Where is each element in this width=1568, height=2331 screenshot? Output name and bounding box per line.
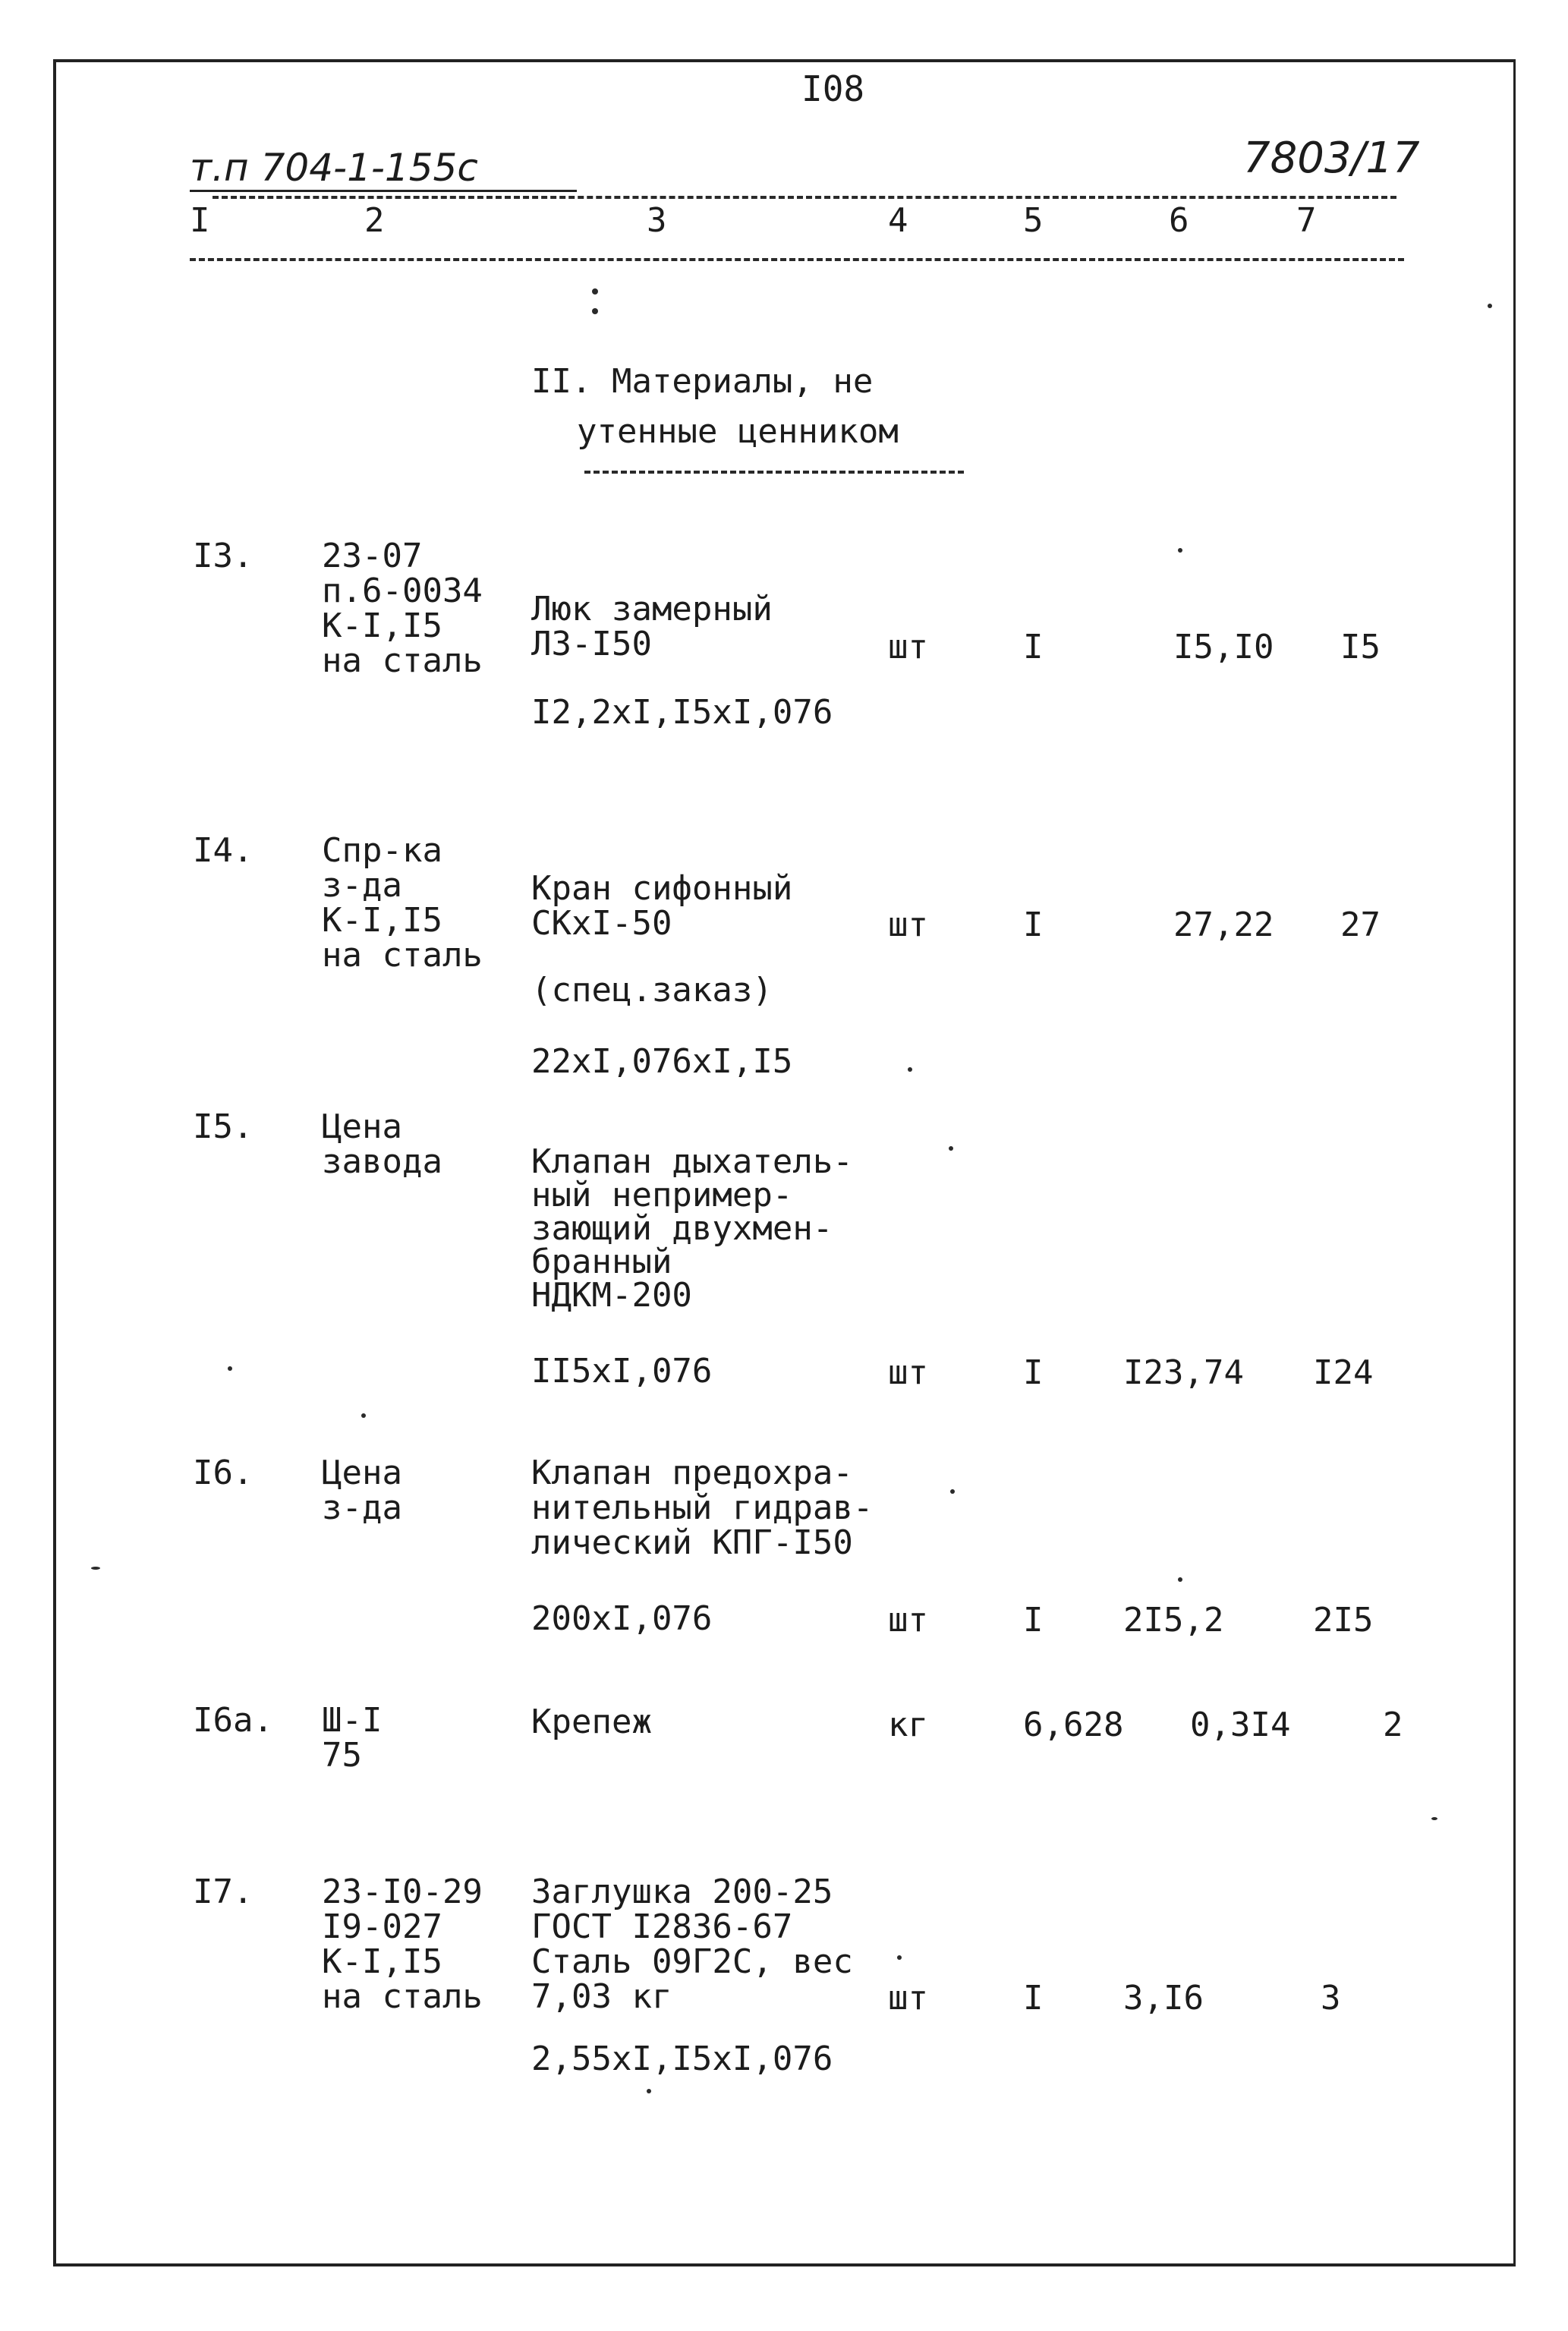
row-code: на сталь <box>322 936 483 975</box>
header-bottom-rule <box>190 258 1404 261</box>
row-formula: 200хI,076 <box>531 1599 713 1638</box>
page-number: I08 <box>801 68 865 109</box>
row-name: Клапан предохра- <box>531 1454 853 1492</box>
row-quantity: I <box>1023 1601 1044 1640</box>
row-total: 3 <box>1321 1979 1341 2018</box>
row-price: 2I5,2 <box>1123 1601 1224 1640</box>
row-price: I5,I0 <box>1173 628 1274 666</box>
row-unit: шт <box>888 1979 928 2018</box>
column-header-7: 7 <box>1296 201 1317 240</box>
row-quantity: 6,628 <box>1023 1706 1124 1744</box>
row-name: ЛЗ-I50 <box>531 625 652 663</box>
document-reference: т.п 704-1-155с <box>190 146 478 190</box>
row-name: Люк замерный <box>531 590 773 628</box>
row-code: Цена <box>322 1107 402 1146</box>
row-unit: шт <box>888 1601 928 1640</box>
row-number: I5. <box>193 1107 253 1146</box>
row-code: 23-07 <box>322 537 423 575</box>
row-code: Ш-I <box>322 1701 383 1740</box>
inventory-number: 7803/17 <box>1243 134 1420 183</box>
row-code: на сталь <box>322 641 483 680</box>
row-unit: шт <box>888 628 928 666</box>
column-header-5: 5 <box>1023 201 1044 240</box>
row-name: зающий двухмен- <box>531 1209 833 1248</box>
row-number: I6а. <box>193 1701 273 1740</box>
column-header-2: 2 <box>364 201 385 240</box>
row-code: 75 <box>322 1736 362 1775</box>
row-quantity: I <box>1023 1353 1044 1392</box>
column-header-4: 4 <box>888 201 908 240</box>
ellipsis-dot <box>592 308 598 314</box>
column-header-3: 3 <box>647 201 667 240</box>
row-code: Цена <box>322 1454 402 1492</box>
row-code: I9-027 <box>322 1907 442 1946</box>
row-unit: шт <box>888 906 928 944</box>
row-formula: II5хI,076 <box>531 1352 713 1391</box>
row-total: 2 <box>1383 1706 1403 1744</box>
scan-speck <box>361 1413 366 1418</box>
row-code: Спр-ка <box>322 831 442 870</box>
header-top-rule <box>213 196 1396 199</box>
scan-speck <box>950 1489 955 1494</box>
ellipsis-dot <box>592 288 598 295</box>
row-total: 27 <box>1340 906 1381 944</box>
column-header-6: 6 <box>1169 201 1189 240</box>
scan-speck <box>908 1067 912 1072</box>
row-name: СКхI-50 <box>531 904 672 943</box>
scan-speck <box>949 1146 953 1151</box>
row-quantity: I <box>1023 628 1044 666</box>
row-note: (спец.заказ) <box>531 971 773 1010</box>
row-number: I6. <box>193 1454 253 1492</box>
row-unit: кг <box>888 1706 928 1744</box>
row-name: Заглушка 200-25 <box>531 1873 833 1911</box>
row-price: 0,3I4 <box>1190 1706 1291 1744</box>
row-code: 23-I0-29 <box>322 1873 483 1911</box>
row-code: К-I,I5 <box>322 606 442 645</box>
row-name: бранный <box>531 1243 672 1281</box>
row-unit: шт <box>888 1353 928 1392</box>
row-name: лический КПГ-I50 <box>531 1523 853 1562</box>
row-name: нительный гидрав- <box>531 1488 874 1527</box>
row-number: I3. <box>193 537 253 575</box>
row-formula: 22хI,076хI,I5 <box>531 1042 793 1081</box>
row-price: 3,I6 <box>1123 1979 1204 2018</box>
scan-speck <box>1178 548 1182 553</box>
row-code: на сталь <box>322 1977 483 2016</box>
row-name: Клапан дыхатель- <box>531 1142 853 1181</box>
row-price: I23,74 <box>1123 1353 1244 1392</box>
row-total: I24 <box>1313 1353 1374 1392</box>
scan-speck <box>1178 1577 1182 1582</box>
section-title-line-1: II. Материалы, не <box>531 362 874 401</box>
scan-speck <box>91 1567 100 1570</box>
row-formula: 2,55хI,I5хI,076 <box>531 2040 833 2078</box>
row-code: К-I,I5 <box>322 901 442 940</box>
scan-speck <box>897 1955 902 1960</box>
row-number: I7. <box>193 1873 253 1911</box>
section-title-rule <box>584 471 964 474</box>
row-code: К-I,I5 <box>322 1942 442 1981</box>
scan-speck <box>1488 304 1492 308</box>
column-header-1: I <box>190 201 210 240</box>
reference-underline <box>190 190 577 192</box>
row-code: п.6-0034 <box>322 572 483 610</box>
scan-speck <box>1431 1817 1437 1820</box>
row-name: 7,03 кг <box>531 1977 672 2016</box>
scan-speck <box>647 2089 651 2093</box>
row-total: 2I5 <box>1313 1601 1374 1640</box>
row-total: I5 <box>1340 628 1381 666</box>
scan-speck <box>228 1366 232 1371</box>
row-name: Сталь 09Г2С, вес <box>531 1942 853 1981</box>
row-code: з-да <box>322 1488 402 1527</box>
row-code: з-да <box>322 866 402 905</box>
row-formula: I2,2хI,I5хI,076 <box>531 693 833 732</box>
section-title-line-2: утенные ценником <box>577 412 899 451</box>
row-quantity: I <box>1023 1979 1044 2018</box>
row-name: ный непример- <box>531 1176 793 1214</box>
row-price: 27,22 <box>1173 906 1274 944</box>
row-number: I4. <box>193 831 253 870</box>
row-quantity: I <box>1023 906 1044 944</box>
row-name: ГОСТ I2836-67 <box>531 1907 793 1946</box>
row-name: НДКМ-200 <box>531 1276 692 1315</box>
row-name: Кран сифонный <box>531 869 793 908</box>
row-name: Крепеж <box>531 1703 652 1741</box>
row-code: завода <box>322 1142 442 1181</box>
